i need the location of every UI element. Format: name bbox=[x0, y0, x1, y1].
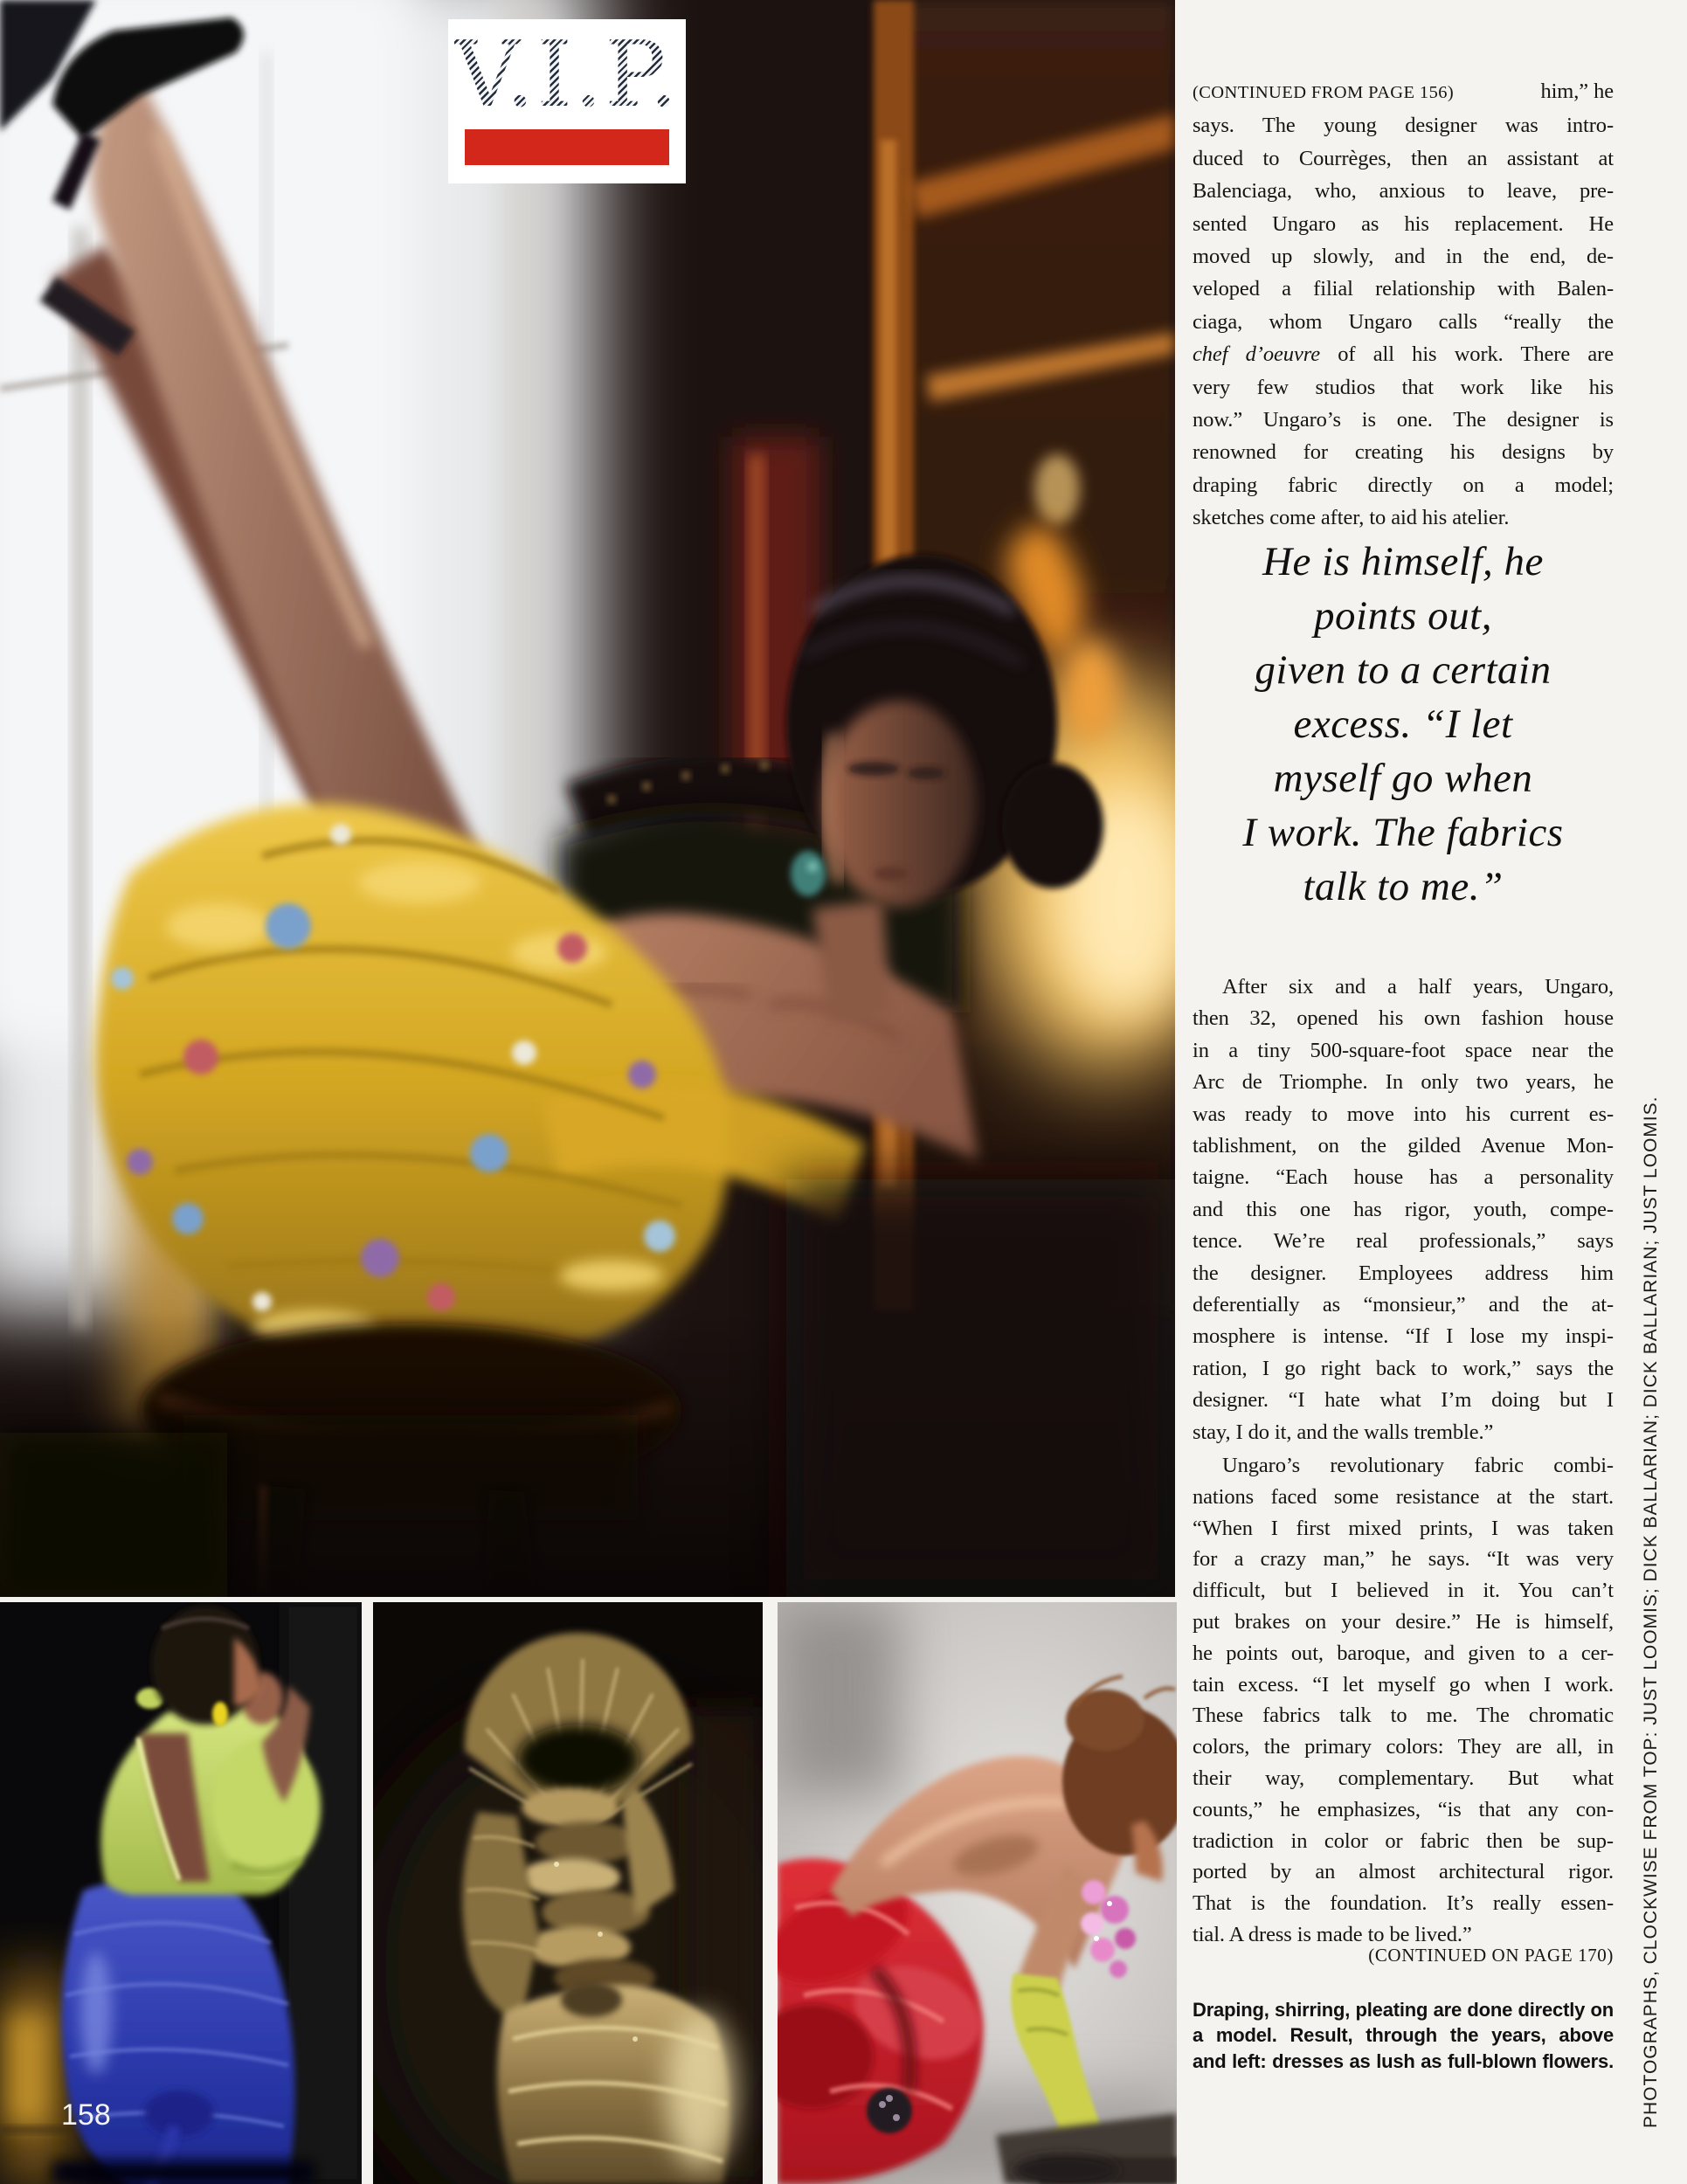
bottom-left-photo bbox=[0, 1602, 362, 2184]
vip-logo-text: V.I.P. bbox=[453, 21, 681, 128]
pull-quote: He is himself, he points out, given to a certain excess. “I let myself go when I work. The fabrics talk to me.” bbox=[1242, 539, 1564, 909]
bottom-right-photo bbox=[778, 1602, 1177, 2184]
article-paragraph-2: After six and a half years, Ungaro, then 32, opened his own fashion house in a tiny 500-square-foot space near the Arc de Triomphe. In only two years, he was ready to move into his current es- tablishment, on the gilded Avenue Mon- taigne. “Each house has a personality and this one has rigor, youth, compe- tence. We’re real professionals,” says the designer. Employees address him deferentially as “monsieur,” and the at- mosphere is intense. “If I lose my inspi- ration, I go right back to work,” says the designer. “I hate what I’m doing but I stay, I do it, and the walls tremble.” bbox=[1193, 975, 1614, 1444]
vip-logo bbox=[448, 19, 686, 183]
opening-fragment: him,” he bbox=[1540, 79, 1614, 103]
bottom-middle-illustration bbox=[373, 1602, 763, 2184]
bottom-middle-photo bbox=[373, 1602, 763, 2184]
page-number: 158 bbox=[61, 2098, 111, 2132]
article-paragraph-3: Ungaro’s revolutionary fabric combi- nations faced some resistance at the start. “When I first mixed prints, I was taken for a crazy man,” he says. “It was very difficult, but I believed in it. You can’t put brakes on your desire.” He is himself, he points out, baroque, and given to a cer- tain excess. “I let myself go when I work. These fabrics talk to me. The chromatic colors, the primary colors: They are all, in their way, complementary. But what counts,” he emphasizes, “is that any con- tradiction in color or fabric then be sup- ported by an almost architectural rigor. That is the foundation. It’s really essen- tial. A dress is made to be lived.” bbox=[1193, 1454, 1614, 1946]
chef-doeuvre-italic: chef d’oeuvre bbox=[1193, 342, 1321, 367]
chef-doeuvre-line bbox=[1193, 338, 1614, 370]
bottom-left-illustration bbox=[0, 1602, 362, 2184]
article-paragraph-1 bbox=[1193, 75, 1614, 535]
bottom-right-illustration bbox=[778, 1602, 1177, 2184]
continued-on-page: (CONTINUED ON PAGE 170) bbox=[1368, 1945, 1614, 1966]
chef-doeuvre-rest: of all his work. There are bbox=[1320, 342, 1614, 367]
continued-from-line bbox=[1193, 75, 1614, 109]
photo-credits-vertical: PHOTOGRAPHS, CLOCKWISE FROM TOP: JUST LOOMIS; DICK BALLARIAN; DICK BALLARIAN; JUST LOOMIS. bbox=[1641, 1095, 1661, 2128]
vip-logo-red-bar bbox=[465, 129, 669, 165]
paragraph-1-lines-b: very few studios that work like his now.” Ungaro’s is one. The designer is renowned for creating his designs by draping fabric directly on a model; sketches come after, to aid his atelier. bbox=[1193, 375, 1614, 530]
continued-from-page: (CONTINUED FROM PAGE 156) bbox=[1193, 83, 1455, 102]
paragraph-1-lines-a: says. The young designer was intro- duced to Courrèges, then an assistant at Balenciaga, who, anxious to leave, pre- sented Ungaro as his replacement. He moved up slowly, and in the end, de- veloped a filial relationship with Balen- ciaga, whom Ungaro calls “really the bbox=[1193, 114, 1614, 334]
article-column bbox=[1193, 0, 1614, 2184]
photo-caption: Draping, shirring, pleating are done directly on a model. Result, through the years, above and left: dresses as lush as full-blown flowers. bbox=[1193, 1999, 1614, 2072]
